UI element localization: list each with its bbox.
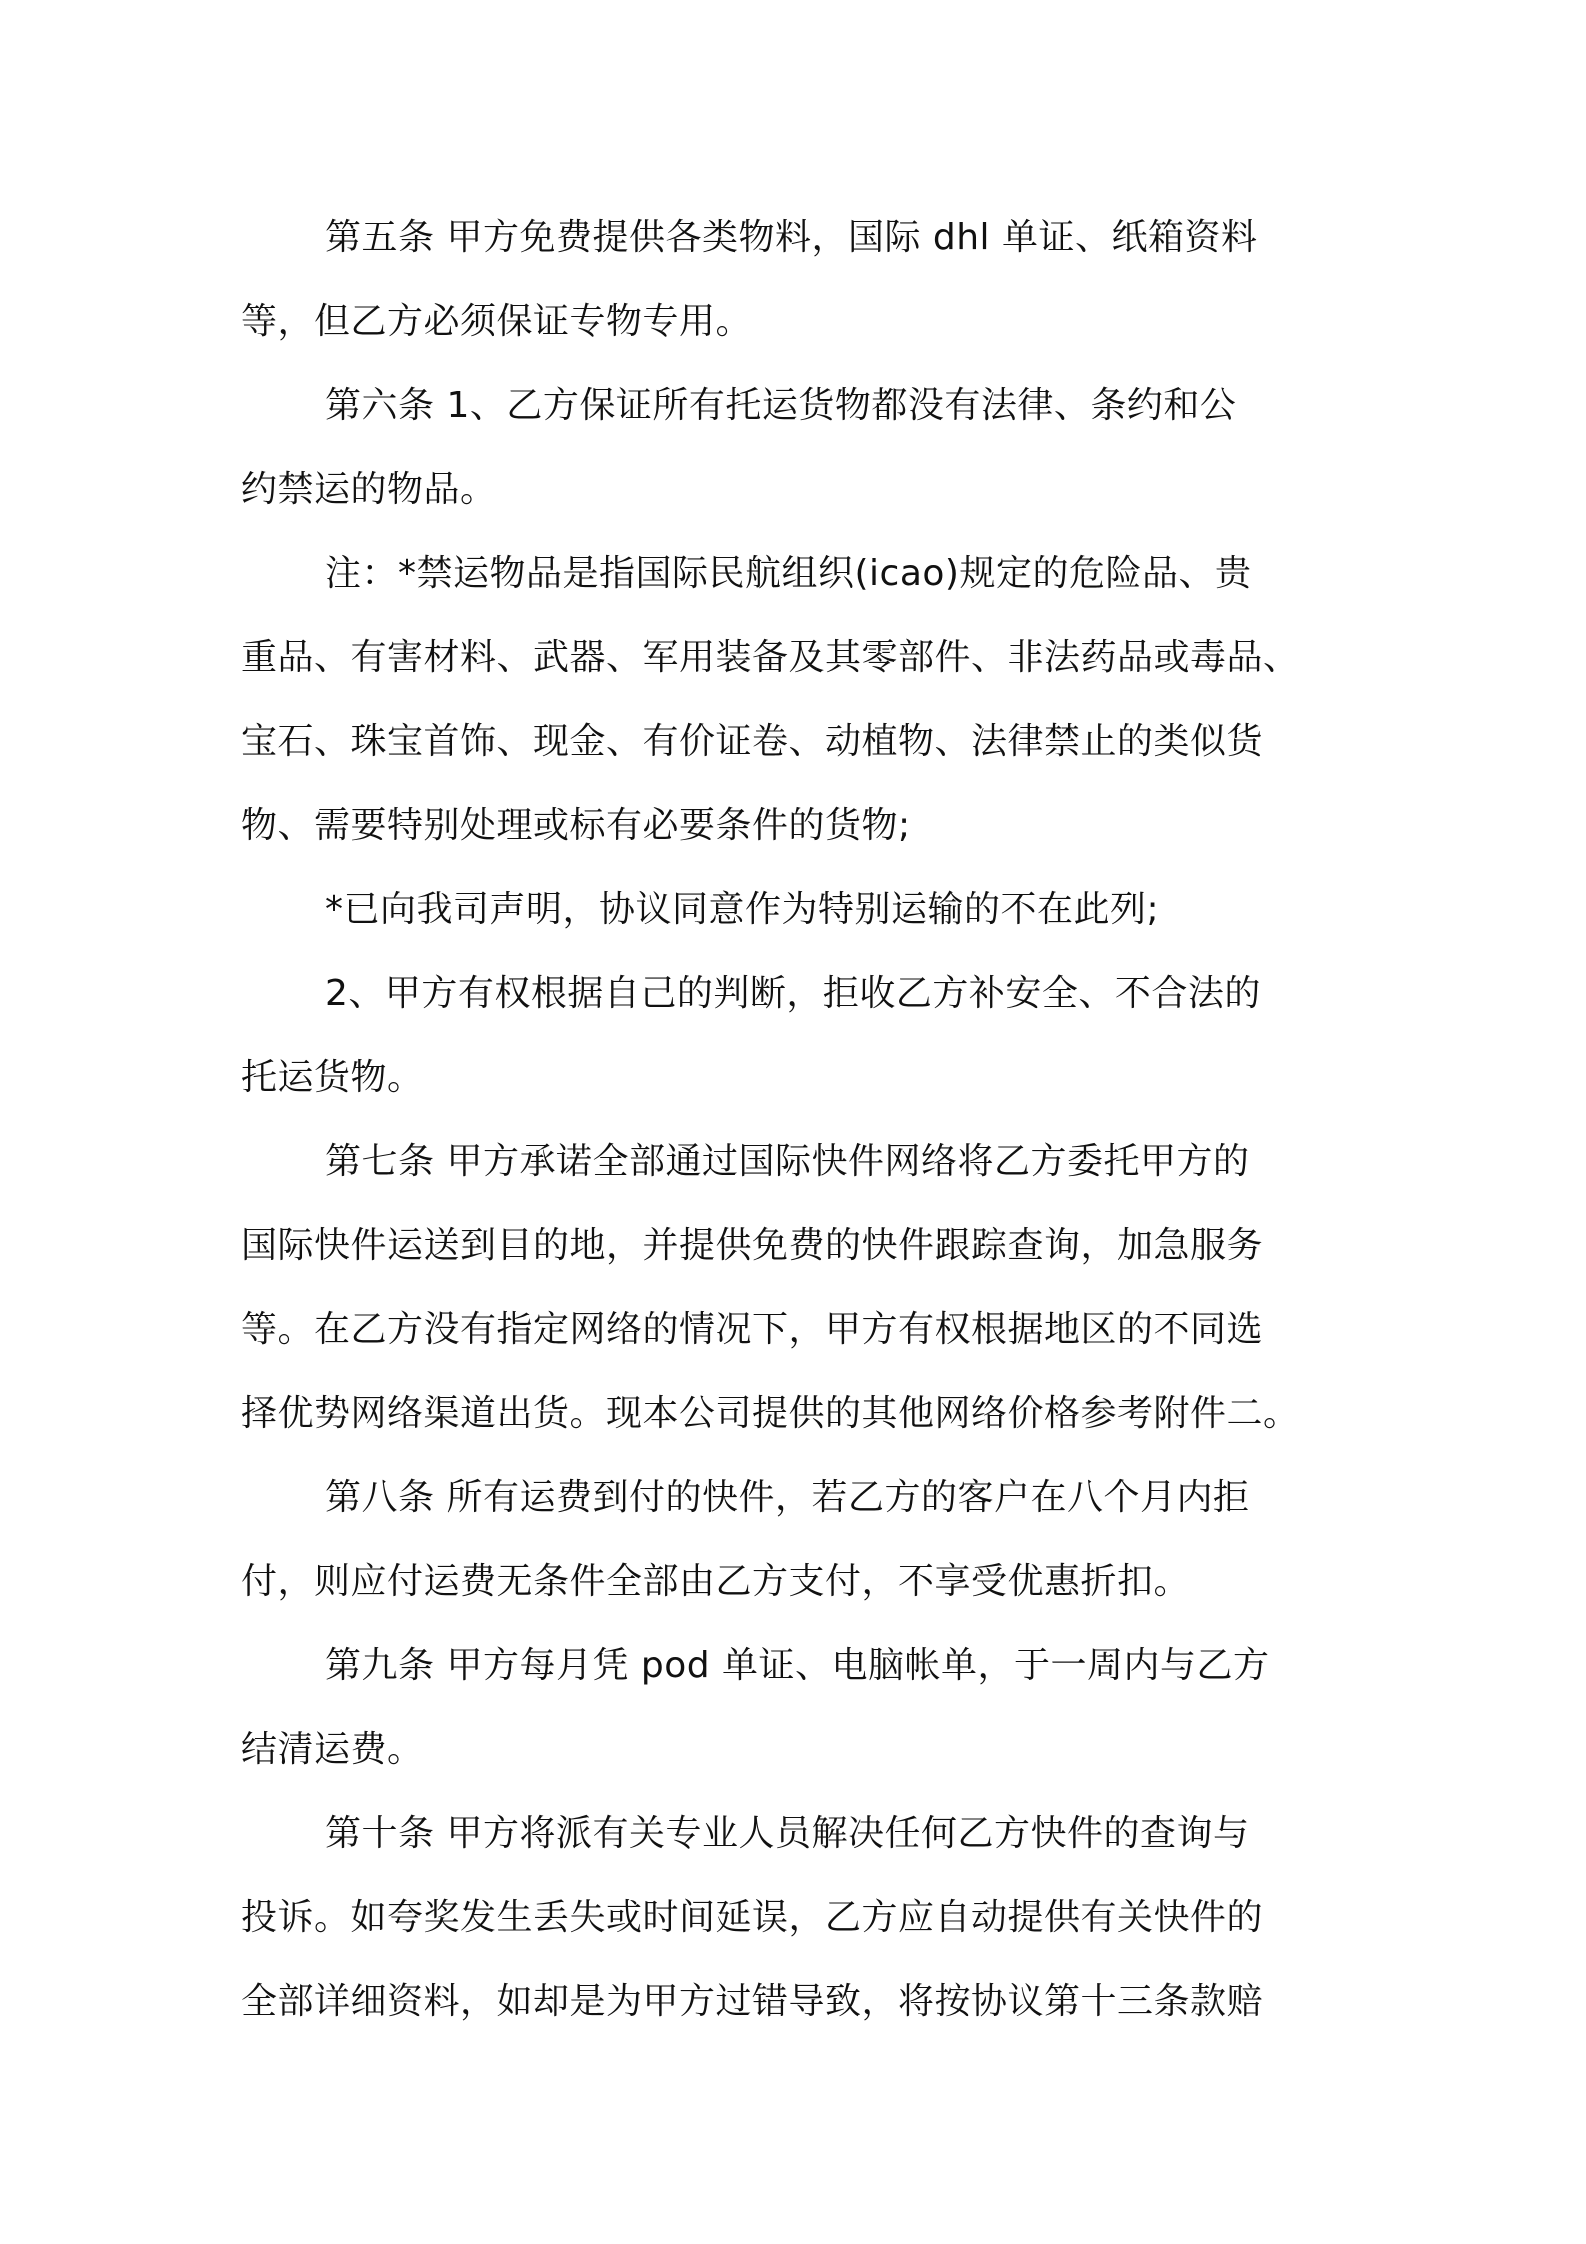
note-line-1: 注：*禁运物品是指国际民航组织(icao)规定的危险品、贵 [325, 553, 1252, 594]
article-7-line-3: 等。在乙方没有指定网络的情况下，甲方有权根据地区的不同选 [241, 1309, 1264, 1350]
article-6-line-2: 约禁运的物品。 [241, 469, 497, 510]
article-6-item-2-line-2: 托运货物。 [241, 1057, 424, 1098]
article-8-line-2: 付，则应付运费无条件全部由乙方支付，不享受优惠折扣。 [241, 1561, 1191, 1602]
article-8-line-1: 第八条 所有运费到付的快件，若乙方的客户在八个月内拒 [325, 1477, 1250, 1518]
document-page [241, 196, 1361, 2044]
article-6-item-2-line-1: 2、甲方有权根据自己的判断，拒收乙方补安全、不合法的 [325, 973, 1261, 1014]
article-7-line-2: 国际快件运送到目的地，并提供免费的快件跟踪查询，加急服务 [241, 1225, 1264, 1266]
article-7-line-4: 择优势网络渠道出货。现本公司提供的其他网络价格参考附件二。 [241, 1393, 1300, 1434]
note-line-4: 物、需要特别处理或标有必要条件的货物; [241, 805, 911, 846]
article-10-line-3: 全部详细资料，如却是为甲方过错导致，将按协议第十三条款赔 [241, 1981, 1264, 2022]
note-exception-line: *已向我司声明，协议同意作为特别运输的不在此列; [325, 889, 1160, 930]
article-6-line-1: 第六条 1、乙方保证所有托运货物都没有法律、条约和公 [325, 385, 1237, 426]
note-line-3: 宝石、珠宝首饰、现金、有价证卷、动植物、法律禁止的类似货 [241, 721, 1264, 762]
article-10-line-2: 投诉。如夸奖发生丢失或时间延误，乙方应自动提供有关快件的 [241, 1897, 1264, 1938]
article-10-line-1: 第十条 甲方将派有关专业人员解决任何乙方快件的查询与 [325, 1813, 1250, 1854]
article-5-line-2: 等，但乙方必须保证专物专用。 [241, 301, 753, 342]
article-7-line-1: 第七条 甲方承诺全部通过国际快件网络将乙方委托甲方的 [325, 1141, 1250, 1182]
article-5-line-1: 第五条 甲方免费提供各类物料，国际 dhl 单证、纸箱资料 [325, 217, 1258, 258]
article-9-line-1: 第九条 甲方每月凭 pod 单证、电脑帐单，于一周内与乙方 [325, 1645, 1270, 1686]
article-9-line-2: 结清运费。 [241, 1729, 424, 1770]
note-line-2: 重品、有害材料、武器、军用装备及其零部件、非法药品或毒品、 [241, 637, 1300, 678]
